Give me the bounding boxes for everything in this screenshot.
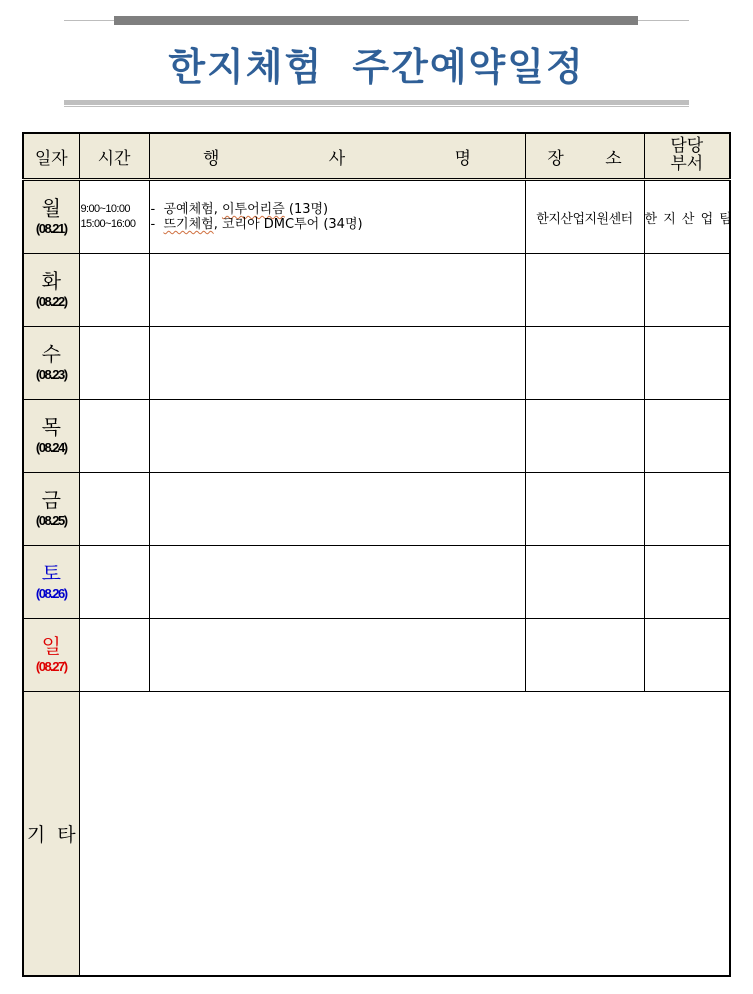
time-cell xyxy=(79,473,149,546)
time-cell xyxy=(79,619,149,692)
header-dept-line2: 부서 xyxy=(670,154,704,174)
top-rule-bar xyxy=(114,16,638,25)
event-cell xyxy=(149,619,525,692)
place-cell: 한지산업지원센터 xyxy=(525,180,644,254)
day-cell xyxy=(23,473,79,546)
dept-cell xyxy=(644,546,730,619)
dept-cell: 한 지 산 업 팀 xyxy=(644,180,730,254)
day-name: 금 xyxy=(41,488,61,513)
header-dept-line1: 담당 xyxy=(670,136,704,157)
place-cell xyxy=(525,619,644,692)
header-date: 일자 xyxy=(23,133,79,180)
day-date: (08.21) xyxy=(35,221,67,237)
event-cell xyxy=(149,254,525,327)
table-row xyxy=(23,619,730,692)
day-cell xyxy=(23,400,79,473)
day-name: 일 xyxy=(41,634,61,659)
header-time: 시간 xyxy=(79,133,149,180)
header-row xyxy=(23,133,730,180)
etc-label: 기 타 xyxy=(23,692,79,977)
event-suffix: (13명) xyxy=(284,202,329,217)
place-cell xyxy=(525,254,644,327)
header-place: 장 소 xyxy=(525,133,644,180)
event-cell xyxy=(149,473,525,546)
day-name: 목 xyxy=(41,415,61,440)
event-highlight: 뜨기체험 xyxy=(163,217,214,232)
event-cell xyxy=(149,400,525,473)
day-date: (08.23) xyxy=(35,367,67,383)
day-name: 수 xyxy=(41,342,61,367)
dept-cell xyxy=(644,619,730,692)
dept-cell xyxy=(644,473,730,546)
day-date: (08.26) xyxy=(35,586,67,602)
day-cell xyxy=(23,327,79,400)
time-slot: 9:00~10:00 xyxy=(80,203,130,215)
day-date: (08.22) xyxy=(35,294,67,310)
place-cell xyxy=(525,473,644,546)
table-row xyxy=(23,180,730,254)
event-suffix: , 코리아 DMC투어 (34명) xyxy=(213,217,363,232)
event-prefix: - 공예체험, xyxy=(150,202,222,217)
day-date: (08.27) xyxy=(35,659,67,675)
event-item xyxy=(151,202,525,217)
place-cell xyxy=(525,327,644,400)
table-row xyxy=(23,400,730,473)
day-cell xyxy=(23,180,79,254)
header-event: 행 사 명 xyxy=(149,133,525,180)
table-row xyxy=(23,473,730,546)
time-slot: 15:00~16:00 xyxy=(80,218,136,230)
etc-content xyxy=(79,692,730,977)
bottom-rule-line xyxy=(64,106,689,107)
event-cell xyxy=(149,180,525,254)
time-cell xyxy=(79,180,149,254)
day-cell xyxy=(23,546,79,619)
schedule-table xyxy=(22,132,731,977)
time-cell xyxy=(79,400,149,473)
day-date: (08.24) xyxy=(35,440,67,456)
time-cell xyxy=(79,327,149,400)
event-cell xyxy=(149,327,525,400)
etc-row xyxy=(23,692,730,977)
day-name: 월 xyxy=(41,196,61,221)
event-cell xyxy=(149,546,525,619)
day-date: (08.25) xyxy=(35,513,67,529)
day-cell xyxy=(23,619,79,692)
dept-cell xyxy=(644,254,730,327)
header-dept xyxy=(644,133,730,180)
table-row xyxy=(23,254,730,327)
event-highlight: 이투어리즘 xyxy=(221,202,285,217)
place-cell xyxy=(525,400,644,473)
page-title: 한지체험 주간예약일정 xyxy=(168,45,585,89)
table-row xyxy=(23,327,730,400)
day-name: 화 xyxy=(41,269,61,294)
place-cell xyxy=(525,546,644,619)
dept-cell xyxy=(644,400,730,473)
time-cell xyxy=(79,546,149,619)
time-cell xyxy=(79,254,149,327)
table-row xyxy=(23,546,730,619)
day-cell xyxy=(23,254,79,327)
bottom-rule-bar xyxy=(64,100,689,105)
day-name: 토 xyxy=(41,561,61,586)
event-prefix: - xyxy=(150,217,164,232)
dept-cell xyxy=(644,327,730,400)
event-item xyxy=(151,217,525,232)
